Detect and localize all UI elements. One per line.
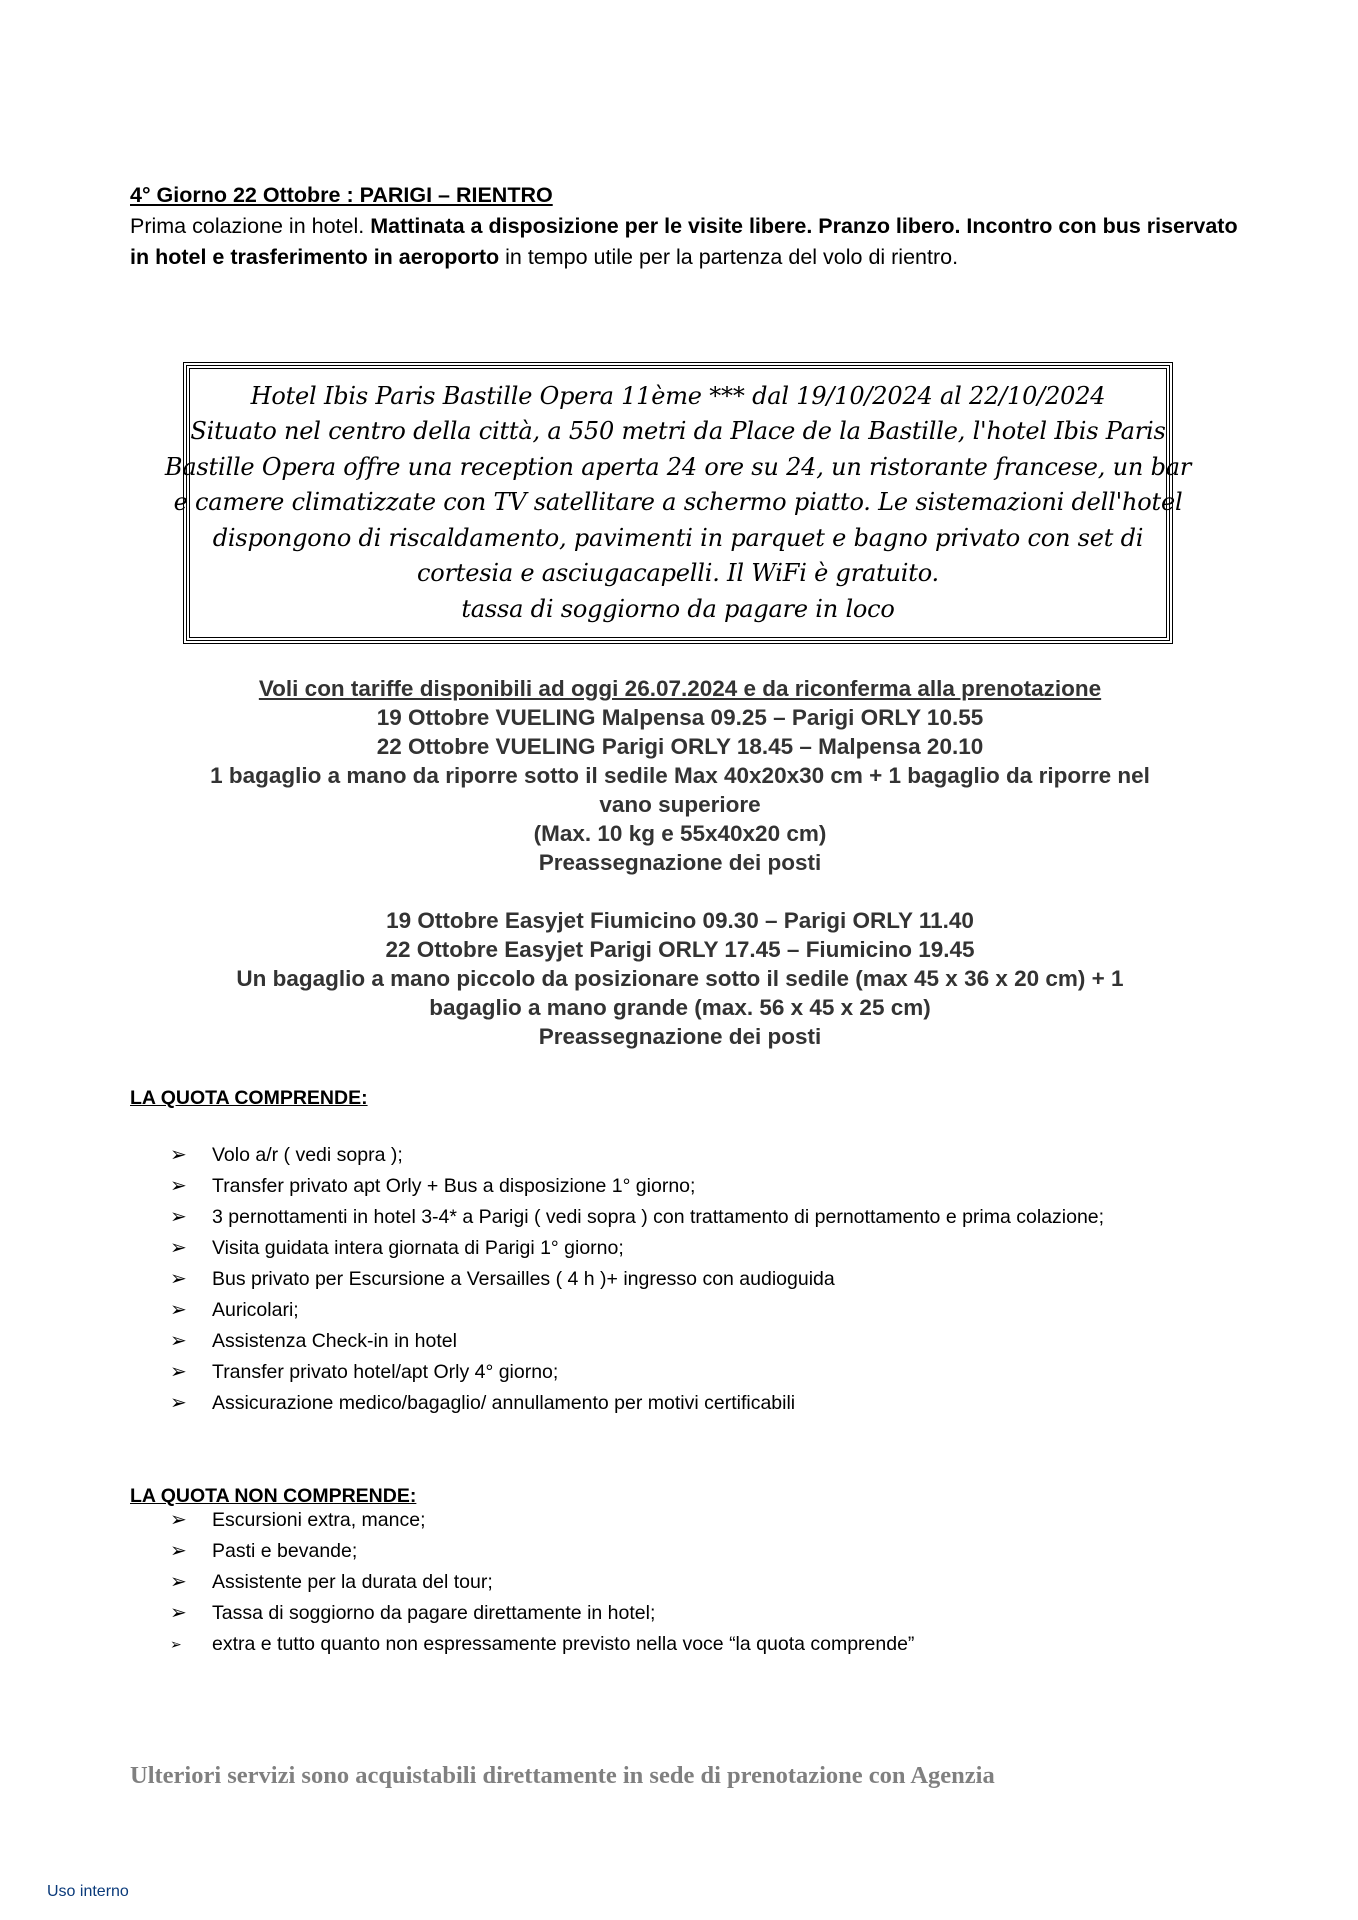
list-item-text: Escursioni extra, mance; (212, 1509, 426, 1531)
list-item (170, 1567, 1250, 1598)
vueling-line: 19 Ottobre VUELING Malpensa 09.25 – Parigi ORLY 10.55 (376, 705, 984, 730)
arrowhead-bullet-icon: ➢ (170, 1206, 187, 1228)
hotel-line: Bastille Opera offre una reception aperta 24 ore su 24, un ristorante francese, un bar (164, 452, 1192, 481)
list-item-text: 3 pernottamenti in hotel 3-4* a Parigi ( vedi sopra ) con trattamento di pernottamento e prima colazione; (212, 1206, 1105, 1228)
list-item (170, 1598, 1250, 1629)
list-item (170, 1202, 1250, 1233)
day-4-description (130, 211, 1250, 273)
day-4-text-bold: Mattinata a disposizione per le visite libere. Pranzo libero. Incontro con bus riservato in hotel e trasferimento in aeroporto (130, 214, 1238, 269)
list-item (170, 1233, 1250, 1264)
vueling-line: 1 bagaglio a mano da riporre sotto il sedile Max 40x20x30 cm + 1 bagaglio da riporre nel (210, 763, 1150, 788)
excludes-list (170, 1505, 1250, 1660)
arrowhead-bullet-icon: ➢ (170, 1144, 187, 1166)
arrowhead-bullet-icon: ➢ (170, 1299, 187, 1321)
hotel-info-box (164, 362, 1192, 644)
list-item-text: Volo a/r ( vedi sopra ); (212, 1144, 403, 1166)
list-item (170, 1171, 1250, 1202)
list-item-text: Assistenza Check-in in hotel (212, 1330, 457, 1352)
arrowhead-bullet-icon: ➢ (170, 1636, 182, 1652)
list-item (170, 1536, 1250, 1567)
day-4-section (130, 180, 1250, 273)
includes-list (170, 1140, 1250, 1419)
arrowhead-bullet-icon: ➢ (170, 1571, 187, 1593)
easyjet-line: bagaglio a mano grande (max. 56 x 45 x 25 cm) (429, 995, 931, 1020)
vueling-line: vano superiore (599, 792, 761, 817)
list-item (170, 1629, 1250, 1660)
list-item (170, 1388, 1250, 1419)
list-item-text: Tassa di soggiorno da pagare direttamente in hotel; (212, 1602, 656, 1624)
includes-title: LA QUOTA COMPRENDE: (130, 1087, 368, 1109)
classification-label: Uso interno (47, 1883, 129, 1900)
hotel-line: e camere climatizzate con TV satellitare a schermo piatto. Le sistemazioni dell'hotel (173, 488, 1183, 517)
arrowhead-bullet-icon: ➢ (170, 1540, 187, 1562)
arrowhead-bullet-icon: ➢ (170, 1237, 187, 1259)
hotel-line: tassa di soggiorno da pagare in loco (461, 594, 895, 623)
spacer (130, 877, 1230, 906)
arrowhead-bullet-icon: ➢ (170, 1268, 187, 1290)
footer-note: Ulteriori servizi sono acquistabili direttamente in sede di prenotazione con Agenzia (130, 1762, 995, 1789)
list-item-text: Assicurazione medico/bagaglio/ annullamento per motivi certificabili (212, 1392, 796, 1414)
excludes-title: LA QUOTA NON COMPRENDE: (130, 1485, 417, 1507)
arrowhead-bullet-icon: ➢ (170, 1602, 187, 1624)
list-item-text: Transfer privato apt Orly + Bus a disposizione 1° giorno; (212, 1175, 696, 1197)
easyjet-line: 19 Ottobre Easyjet Fiumicino 09.30 – Parigi ORLY 11.40 (386, 908, 974, 933)
arrowhead-bullet-icon: ➢ (170, 1509, 187, 1531)
list-item-text: Assistente per la durata del tour; (212, 1571, 493, 1593)
list-item-text: Transfer privato hotel/apt Orly 4° giorno; (212, 1361, 559, 1383)
arrowhead-bullet-icon: ➢ (170, 1361, 187, 1383)
hotel-info-inner (164, 368, 1192, 638)
list-item-text: Visita guidata intera giornata di Parigi 1° giorno; (212, 1237, 624, 1259)
list-item (170, 1140, 1250, 1171)
list-item (170, 1505, 1250, 1536)
list-item-text: Pasti e bevande; (212, 1540, 358, 1562)
list-item (170, 1264, 1250, 1295)
day-4-text-end: in tempo utile per la partenza del volo di rientro. (499, 245, 959, 269)
hotel-line: Hotel Ibis Paris Bastille Opera 11ème *** dal 19/10/2024 al 22/10/2024 (250, 381, 1106, 410)
hotel-line: dispongono di riscaldamento, pavimenti in parquet e bagno privato con set di (212, 523, 1144, 552)
day-4-text-plain: Prima colazione in hotel. (130, 214, 371, 238)
arrowhead-bullet-icon: ➢ (170, 1330, 187, 1352)
day-4-title: 4° Giorno 22 Ottobre : PARIGI – RIENTRO (130, 183, 553, 207)
list-item-text: extra e tutto quanto non espressamente previsto nella voce “la quota comprende” (212, 1633, 915, 1655)
arrowhead-bullet-icon: ➢ (170, 1175, 187, 1197)
list-item (170, 1295, 1250, 1326)
arrowhead-bullet-icon: ➢ (170, 1392, 187, 1414)
flights-section (130, 674, 1230, 1051)
easyjet-line: Un bagaglio a mano piccolo da posizionare sotto il sedile (max 45 x 36 x 20 cm) + 1 (236, 966, 1124, 991)
hotel-line: Situato nel centro della città, a 550 metri da Place de la Bastille, l'hotel Ibis Paris (190, 417, 1166, 446)
list-item (170, 1357, 1250, 1388)
flights-heading: Voli con tariffe disponibili ad oggi 26.07.2024 e da riconferma alla prenotazione (258, 676, 1102, 701)
vueling-line: (Max. 10 kg e 55x40x20 cm) (533, 821, 827, 846)
hotel-line: cortesia e asciugacapelli. Il WiFi è gratuito. (417, 559, 939, 588)
list-item-text: Auricolari; (212, 1299, 299, 1321)
vueling-line: Preassegnazione dei posti (538, 850, 822, 875)
easyjet-line: 22 Ottobre Easyjet Parigi ORLY 17.45 – Fiumicino 19.45 (385, 937, 975, 962)
list-item-text: Bus privato per Escursione a Versailles ( 4 h )+ ingresso con audioguida (212, 1268, 835, 1290)
list-item (170, 1326, 1250, 1357)
vueling-line: 22 Ottobre VUELING Parigi ORLY 18.45 – Malpensa 20.10 (376, 734, 984, 759)
easyjet-line: Preassegnazione dei posti (538, 1024, 822, 1049)
